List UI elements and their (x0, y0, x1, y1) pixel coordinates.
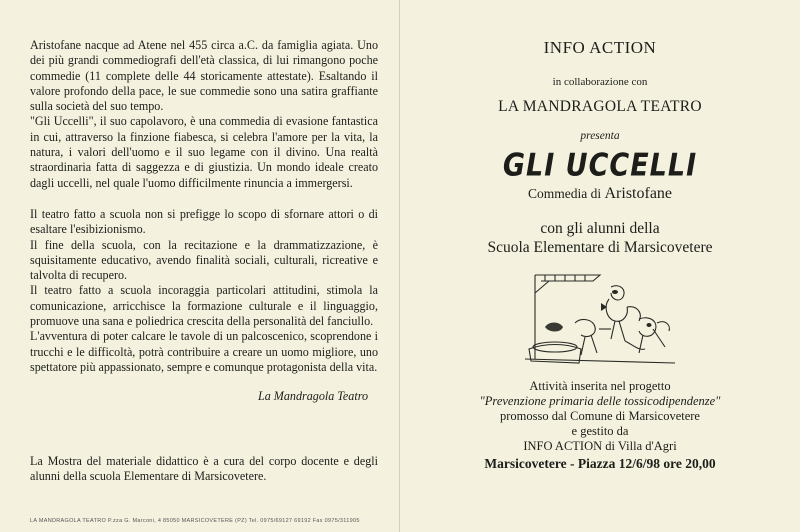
school-paragraph-3: Il teatro fatto a scuola incoraggia particolari attitudini, stimola la comunicazione, arricchisce la formazione culturale e il linguaggio, promuove una sana e poliedrica crescita della personalità del fanciullo. (30, 283, 378, 329)
subtitle (418, 185, 782, 203)
mostra-note: La Mostra del materiale didattico è a cura del corpo docente e degli alunni della scuola Elementare di Marsicovetere. (30, 454, 378, 484)
subtitle-prefix: Commedia di (527, 186, 602, 201)
birds-illustration (515, 263, 685, 373)
project-line-2: "Prevenzione primaria delle tossicodipendenze" (479, 394, 721, 408)
show-title: GLI UCCELLI (502, 147, 698, 184)
project-line-1: Attività inserita nel progetto (529, 379, 671, 393)
participants (418, 219, 782, 257)
school-paragraph-2: Il fine della scuola, con la recitazione e la drammatizzazione, è squisitamente educativo, avendo finalità sociali, culturali, ricreative e talvolta di recupero. (30, 237, 378, 283)
participants-line-1: con gli alunni della (540, 220, 660, 237)
presenta-text: presenta (580, 130, 620, 142)
project-line-3: promosso dal Comune di Marsicovetere (500, 409, 700, 423)
right-page (400, 0, 800, 532)
project-line-4: e gestito da (571, 424, 629, 438)
author-name: Aristofane (604, 185, 673, 202)
org-title: INFO ACTION (543, 38, 657, 57)
event-date: Marsicovetere - Piazza 12/6/98 ore 20,00 (484, 456, 716, 471)
intro-paragraph-2: "Gli Uccelli", il suo capolavoro, è una commedia di evasione fantastica in cui, attraverso la finzione fiabesca, si celebra l'amore per la vita, la natura, i valori dell'uomo e il suo legame con il divino. Una realtà straordinaria fatta di saggezza e di giustizia. Un mondo ideale creato dagli uccelli, nel quale l'uomo difficilmente rinuncia a immergersi. (30, 114, 378, 190)
collab-text: in collaborazione con (552, 76, 648, 88)
partner-name: LA MANDRAGOLA TEATRO (498, 98, 702, 115)
school-paragraph-1: Il teatro fatto a scuola non si prefigge lo scopo di sfornare attori o di esaltare l'esibizionismo. (30, 206, 378, 237)
school-paragraph-4: L'avventura di poter calcare le tavole di un palcoscenico, scoprendone i trucchi e le difficoltà, potrà contribuire a creare un uomo migliore, uno spettatore più appassionato, sempre e comunque protagonista della vita. (30, 329, 378, 374)
intro-paragraph-1: Aristofane nacque ad Atene nel 455 circa a.C. da famiglia agiata. Uno dei più grandi commediografi dell'età classica, di lui rimangono poche commedie (11 complete delle 44 storicamente attestate). Esaltando il valore profondo della pace, le sue commedie sono una satira graffiante sulla società del suo tempo. (30, 38, 378, 114)
footer-address: LA MANDRAGOLA TEATRO P.zza G. Marconi, 4 85050 MARSICOVETERE (PZ) Tel. 0975/69127 69192 Fax 0975/311905 (30, 518, 360, 524)
signature: La Mandragola Teatro (258, 389, 368, 404)
project-line-5: INFO ACTION di Villa d'Agri (523, 439, 677, 453)
participants-line-2: Scuola Elementare di Marsicovetere (487, 239, 713, 256)
project-info (418, 379, 782, 454)
